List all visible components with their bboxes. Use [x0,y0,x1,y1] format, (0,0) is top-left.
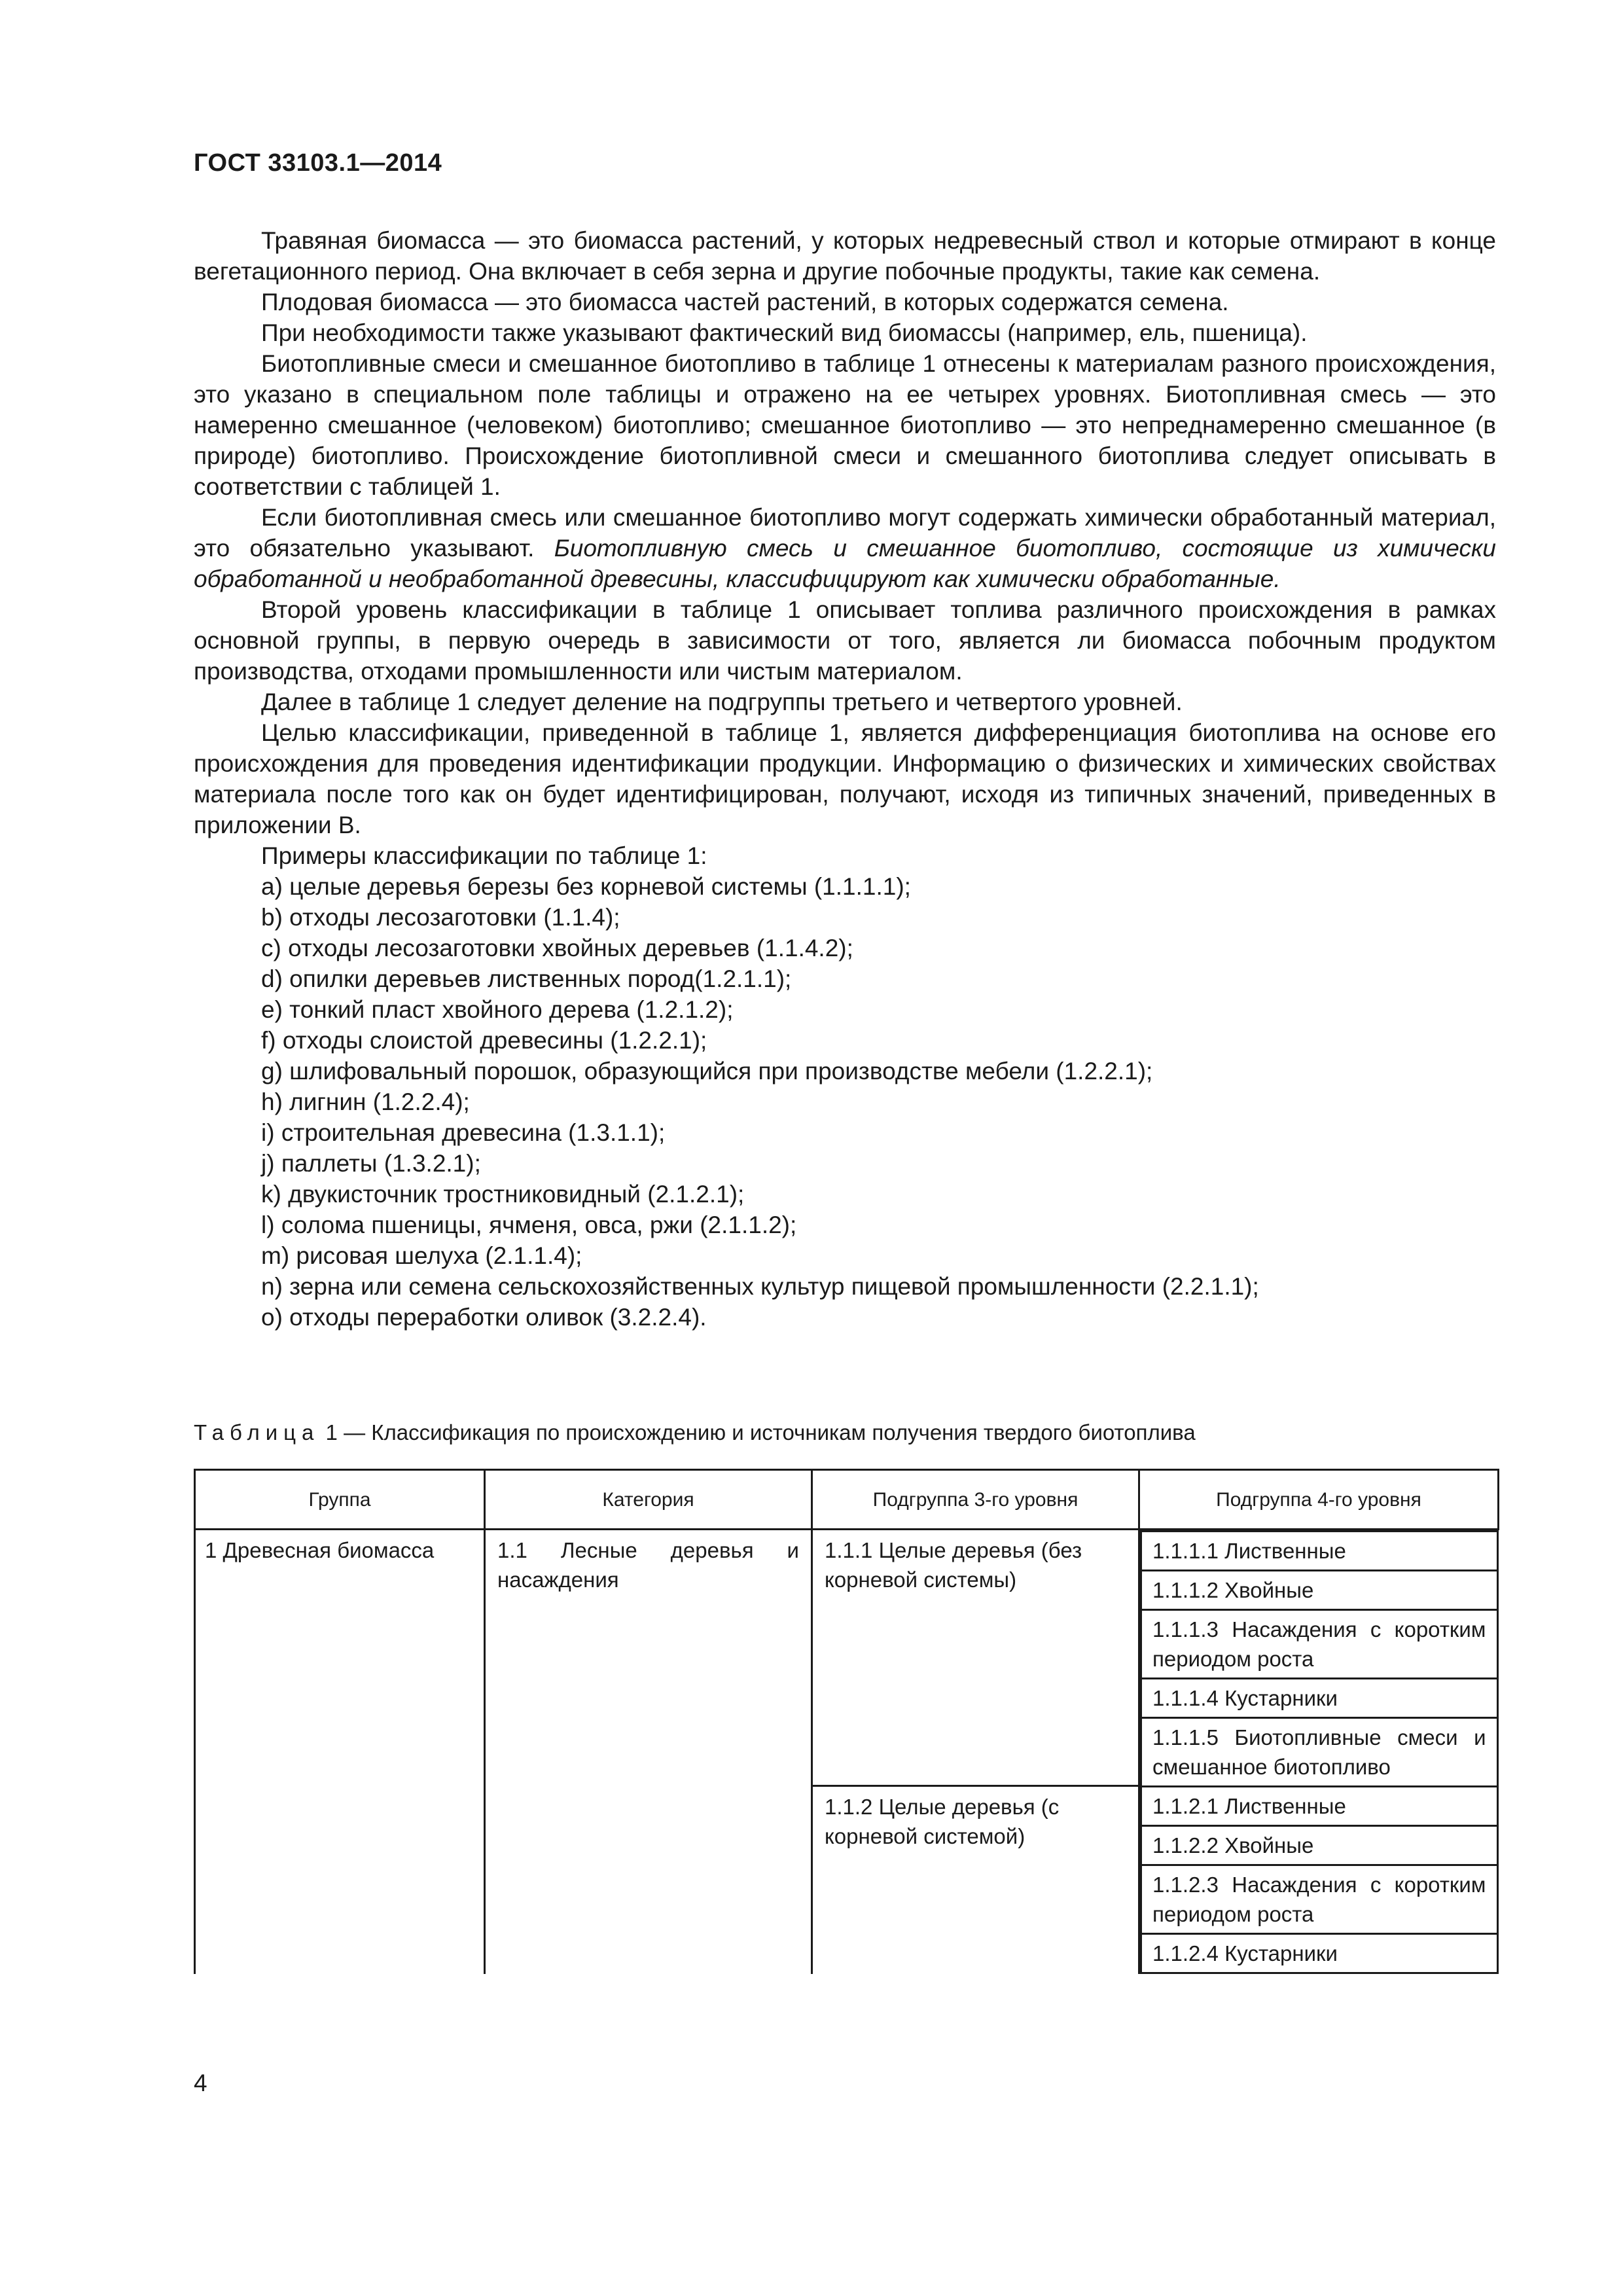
document-header: ГОСТ 33103.1—2014 [194,149,442,177]
table-header-cell: Подгруппа 3-го уровня [812,1470,1139,1530]
paragraph: Далее в таблице 1 следует деление на подгруппы третьего и четвертого уровней. [261,689,1183,715]
body-text [194,225,1496,1333]
paragraph: Травяная биомасса — это биомасса растений, у которых недревесный ствол и которые отмирают в конце вегетационного период. Она включает в себя зерна и другие побочные продукты, такие как семена. [194,227,1496,285]
example-item: b) отходы лесозаготовки (1.1.4); [261,904,620,931]
example-item: i) строительная древесина (1.3.1.1); [261,1119,666,1146]
paragraph-italic-part: Биотопливную смесь и смешанное биотопливо, состоящие из химически обработанной и необработанной древесины, классифицируют как химически обработанные. [194,535,1496,592]
subgroup4-wrapper [1139,1530,1499,1786]
group-cell: 1 Древесная биомасса [195,1530,485,1975]
example-item: d) опилки деревьев лиственных пород(1.2.1.1); [261,965,792,992]
table-row [195,1530,1499,1786]
example-item: k) двукисточник тростниковидный (2.1.2.1); [261,1181,745,1208]
paragraph: Целью классификации, приведенной в таблице 1, является дифференциация биотоплива на основе его происхождения для проведения идентификации продукции. Информацию о физических и химических свойствах материала после того как он будет идентифицирован, получают, исходя из типичных значений, приведенных в приложении В. [194,719,1496,838]
table-caption-text: 1 — Классификация по происхождению и источникам получения твердого биотоплива [319,1420,1196,1444]
table-caption [194,1420,1196,1445]
example-item: f) отходы слоистой древесины (1.2.2.1); [261,1027,707,1054]
page-number: 4 [194,2070,207,2096]
subgroup4-cell: 1.1.1.2 Хвойные [1140,1570,1499,1609]
subgroup4-cell: 1.1.1.3 Насаждения с коротким периодом роста [1140,1609,1499,1677]
table-caption-label: Таблица [194,1420,320,1444]
paragraph: Биотопливные смеси и смешанное биотопливо в таблице 1 отнесены к материалам разного происхождения, это указано в специальном поле таблицы и отражено на ее четырех уровнях. Биотопливная смесь — это намеренно смешанное (человеком) биотопливо; смешанное биотопливо — это непреднамеренно смешанное (в природе) биотопливо. Происхождение биотопливной смеси и смешанного биотоплива следует описывать в соответствии с таблицей 1. [194,350,1496,500]
table-header-cell: Подгруппа 4-го уровня [1139,1470,1499,1530]
subgroup4-cell: 1.1.1.5 Биотопливные смеси и смешанное биотопливо [1140,1717,1499,1785]
example-item: l) солома пшеницы, ячменя, овса, ржи (2.1.1.2); [261,1211,797,1238]
example-item: e) тонкий пласт хвойного дерева (1.2.1.2); [261,996,734,1023]
subgroup4-cell: 1.1.1.4 Кустарники [1140,1677,1499,1717]
subgroup4-cell: 1.1.2.1 Лиственные [1140,1785,1499,1825]
example-item: g) шлифовальный порошок, образующийся при производстве мебели (1.2.2.1); [261,1058,1153,1085]
example-item: j) паллеты (1.3.2.1); [261,1150,481,1177]
subgroup4-cell: 1.1.2.3 Насаждения с коротким периодом роста [1140,1864,1499,1933]
subgroup3-cell: 1.1.2 Целые деревья (с корневой системой) [812,1785,1139,1974]
subgroup4-cell: 1.1.2.4 Кустарники [1140,1933,1499,1974]
subgroup4-cell: 1.1.2.2 Хвойные [1140,1825,1499,1864]
subgroup4-wrapper [1139,1785,1499,1974]
example-item: a) целые деревья березы без корневой системы (1.1.1.1); [261,873,911,900]
subgroup3-cell: 1.1.1 Целые деревья (без корневой системы) [812,1530,1139,1786]
table-header-row [195,1470,1499,1530]
example-item: n) зерна или семена сельскохозяйственных культур пищевой промышленности (2.2.1.1); [261,1273,1259,1300]
example-item: c) отходы лесозаготовки хвойных деревьев (1.1.4.2); [261,935,853,961]
example-item: o) отходы переработки оливок (3.2.2.4). [261,1304,707,1331]
example-item: m) рисовая шелуха (2.1.1.4); [261,1242,582,1269]
paragraph: Второй уровень классификации в таблице 1 описывает топлива различного происхождения в рамках основной группы, в первую очередь в зависимости от того, является ли биомасса побочным продуктом производства, отходами промышленности или чистым материалом. [194,596,1496,685]
paragraph-mixed [194,502,1496,594]
paragraph: Примеры классификации по таблице 1: [261,842,707,869]
paragraph: Плодовая биомасса — это биомасса частей растений, в которых содержатся семена. [261,289,1229,315]
example-item: h) лигнин (1.2.2.4); [261,1088,470,1115]
paragraph: При необходимости также указывают фактический вид биомассы (например, ель, пшеница). [261,319,1308,346]
subgroup4-cell: 1.1.1.1 Лиственные [1140,1530,1499,1570]
category-cell: 1.1 Лесные деревья и насаждения [485,1530,812,1975]
classification-table [194,1469,1499,1974]
table-header-cell: Категория [485,1470,812,1530]
paragraph-normal-part: Если биотопливная смесь или смешанное биотопливо могут содержать химически обработанный материал, это обязательно указывают. [194,504,1496,562]
table-header-cell: Группа [195,1470,485,1530]
